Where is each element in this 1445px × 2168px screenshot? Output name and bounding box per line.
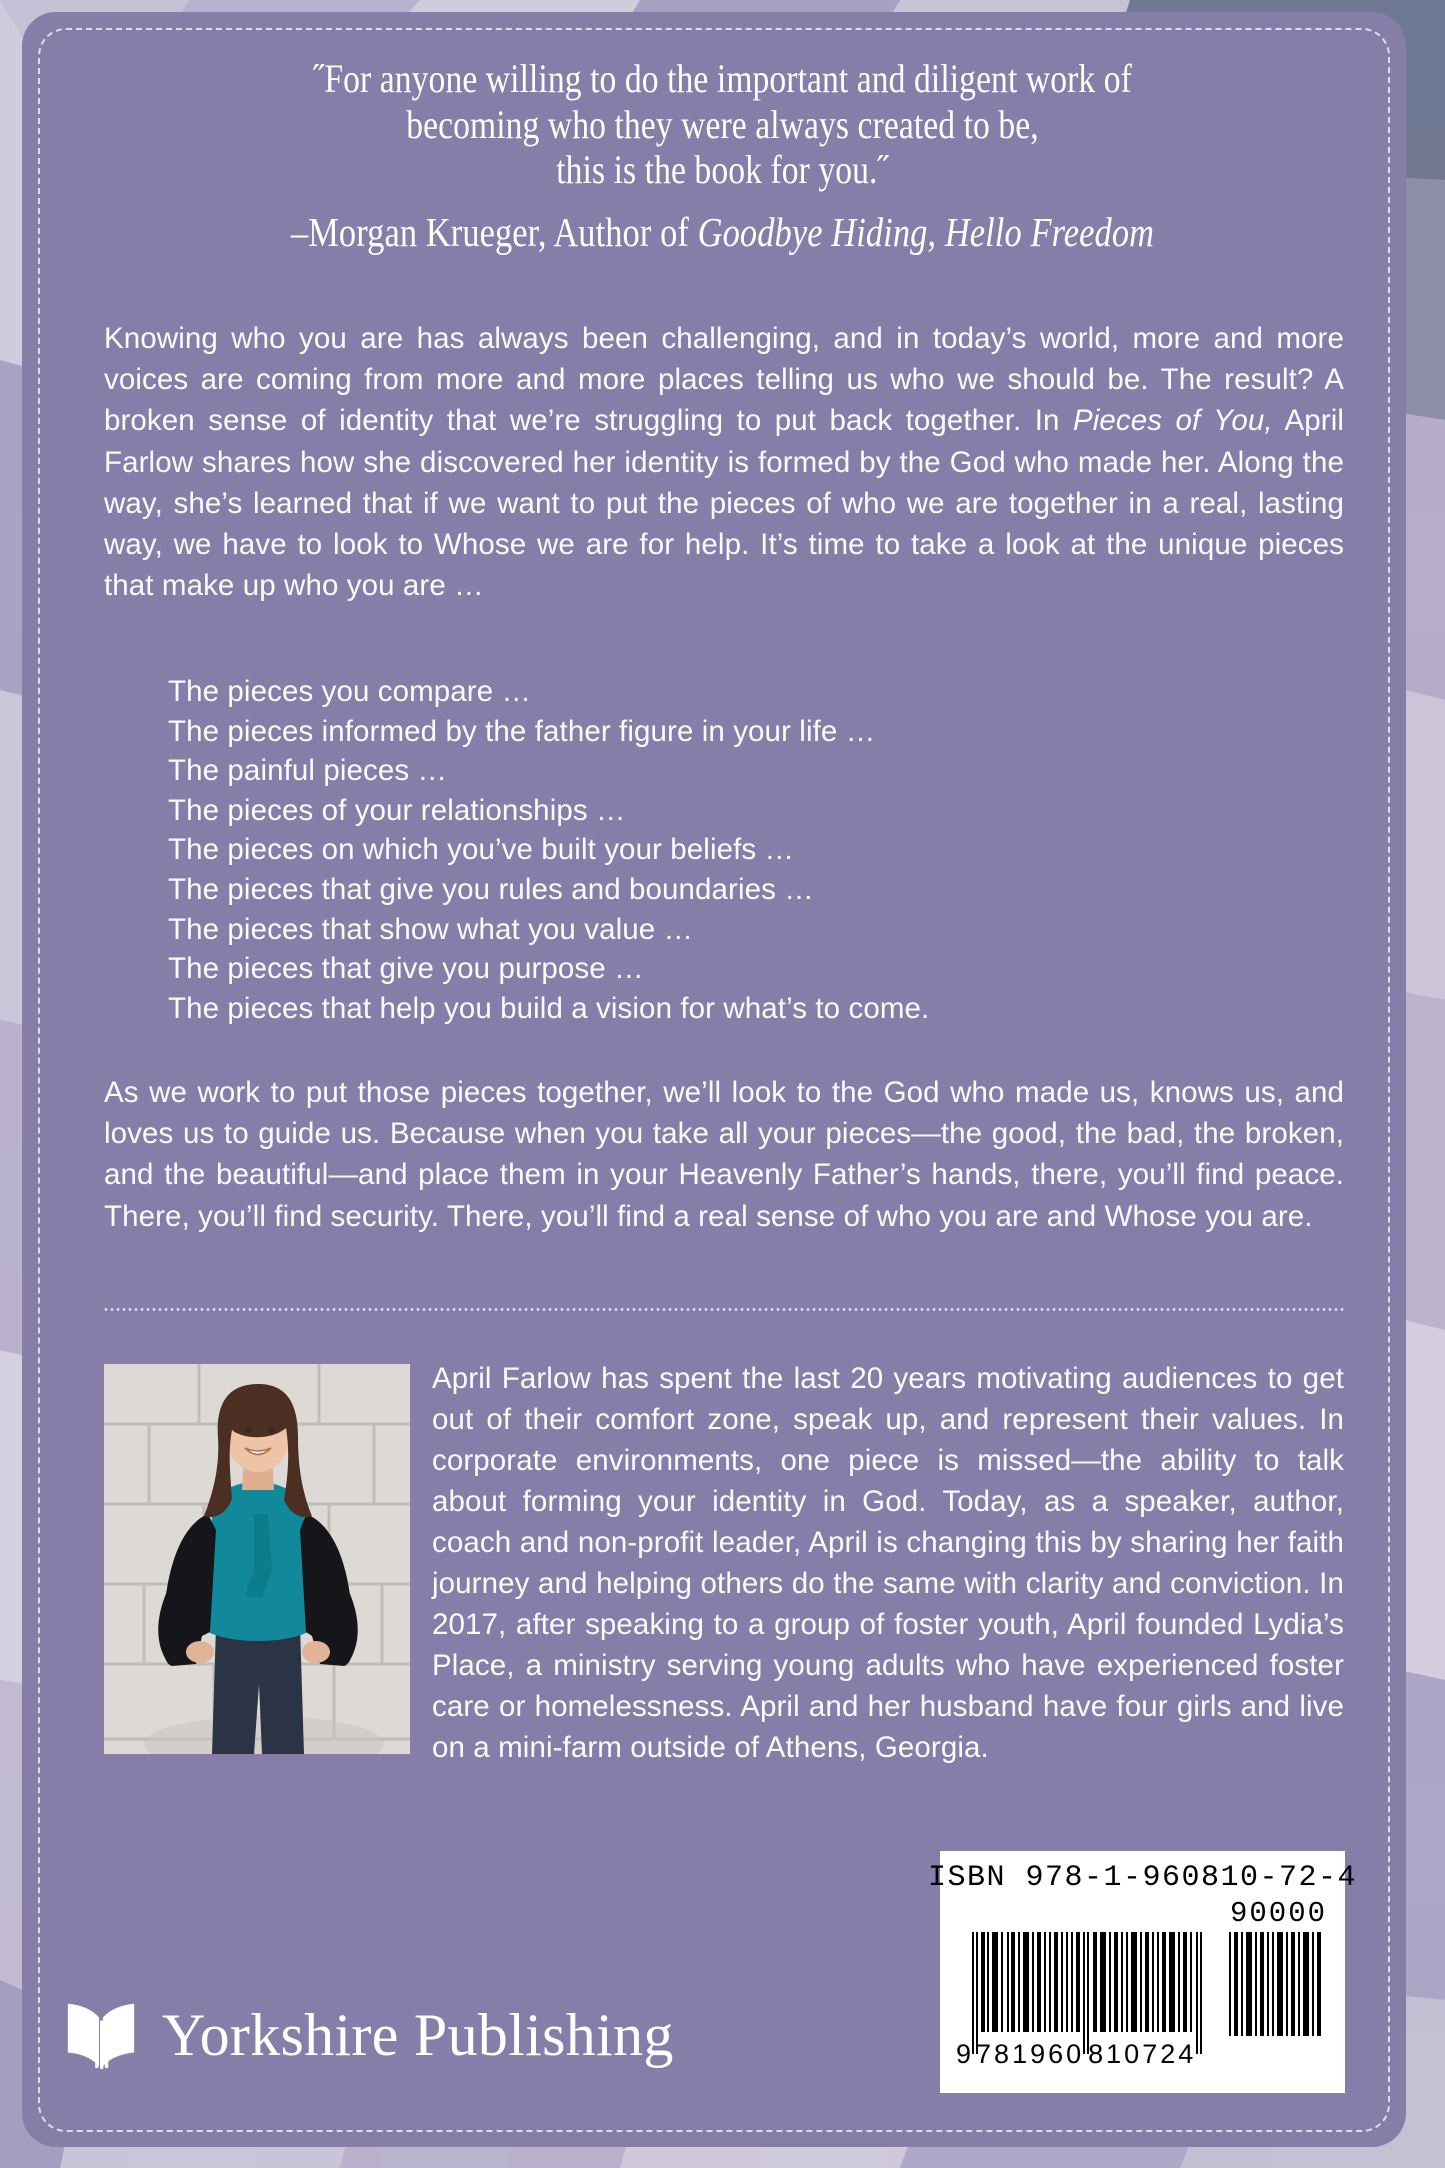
pieces-list [168,672,1268,1028]
ean-right-group: 810724 [1088,2039,1197,2069]
barcode-bars-area [952,1932,1333,2068]
ean13-bars [970,1932,1220,2054]
dotted-divider [103,1308,1345,1311]
open-book-icon [62,1996,140,2074]
attribution-author: –Morgan Krueger, Author of [290,208,698,255]
author-bio-text: April Farlow has spent the last 20 years motivating audiences to get out of their comfort zone, speak up, and represent their values. In corporate environments, one piece is missed—the ability to talk about forming your identity in God. Today, as a speaker, author, coach and non-profit leader, April is changing this by sharing her faith journey and helping others do the same with clarity and conviction. In 2017, after speaking to a group of foster youth, April founded Lydia’s Place, a ministry serving young adults who have experienced foster care or homelessness. April and her husband have four girls and live on a mini-farm outside of Athens, Georgia. [432,1362,1344,1764]
pull-quote-attribution [200,209,1246,256]
author-bio-section [104,1358,1344,1768]
ean-digits [956,2039,1228,2070]
ean-lead-digit: 9 [956,2039,973,2069]
list-item: The pieces informed by the father figure in your life … [168,714,876,748]
attribution-book-title: Goodbye Hiding, Hello Freedom [697,208,1155,255]
author-photo [104,1364,410,1754]
pull-quote-line-1: ˝For anyone willing to do the important and diligent work of [313,56,1132,101]
isbn-text: ISBN 978-1-960810-72-4 [927,1861,1358,1895]
barcode-addon-bars [1227,1932,1327,2036]
list-item: The pieces of your relationships … [168,793,626,827]
pull-quote-line-2: becoming who they were always created to be, [406,101,1039,147]
list-item: The pieces that show what you value … [168,912,694,946]
blurb-book-title: Pieces of You, [1072,404,1273,438]
list-item: The painful pieces … [168,754,448,788]
list-item: The pieces that give you purpose … [168,952,644,986]
blurb-p1-part2: April Farlow shares how she discovered her identity is formed by the God who made her. Along the way, she’s learned that if we want to put the pieces of who we are together in a real, lasting way, we have to look to Whose we are for help. It’s time to take a look at the unique pieces that make up who you are … [104,404,1345,603]
pull-quote-line-3: this is the book for you.˝ [556,147,889,193]
blurb-p1-part1: Knowing who you are has always been challenging, and in today’s world, more and more voices are coming from more and more places telling us who we should be. The result? A broken sense of identity that we’re struggling to put back together. In [104,322,1344,438]
ean-left-group: 781960 [976,2039,1085,2069]
barcode-addon-value: 90000 [1229,1897,1327,1930]
blurb-paragraph-3: As we work to put those pieces together, we’ll look to the God who made us, knows us, and loves us to guide us. Because when you take all your pieces—the good, the bad, the broken, and the beautiful—and place them in your Heavenly Father’s hands, there, you’ll find peace. There, you’ll find security. There, you’ll find a real sense of who you are and Whose you are. [104,1076,1344,1233]
list-item: The pieces that give you rules and boundaries … [168,872,814,906]
list-item: The pieces on which you’ve built your beliefs … [168,833,795,867]
author-portrait-illustration [104,1364,410,1754]
list-item: The pieces that help you build a vision for what’s to come. [168,991,930,1025]
publisher-logo [62,1996,674,2074]
blurb-paragraph-1 [104,318,1344,606]
isbn-barcode [927,1851,1358,2093]
list-item: The pieces you compare … [168,675,532,708]
publisher-name: Yorkshire Publishing [162,2002,674,2068]
pull-quote [200,56,1246,256]
